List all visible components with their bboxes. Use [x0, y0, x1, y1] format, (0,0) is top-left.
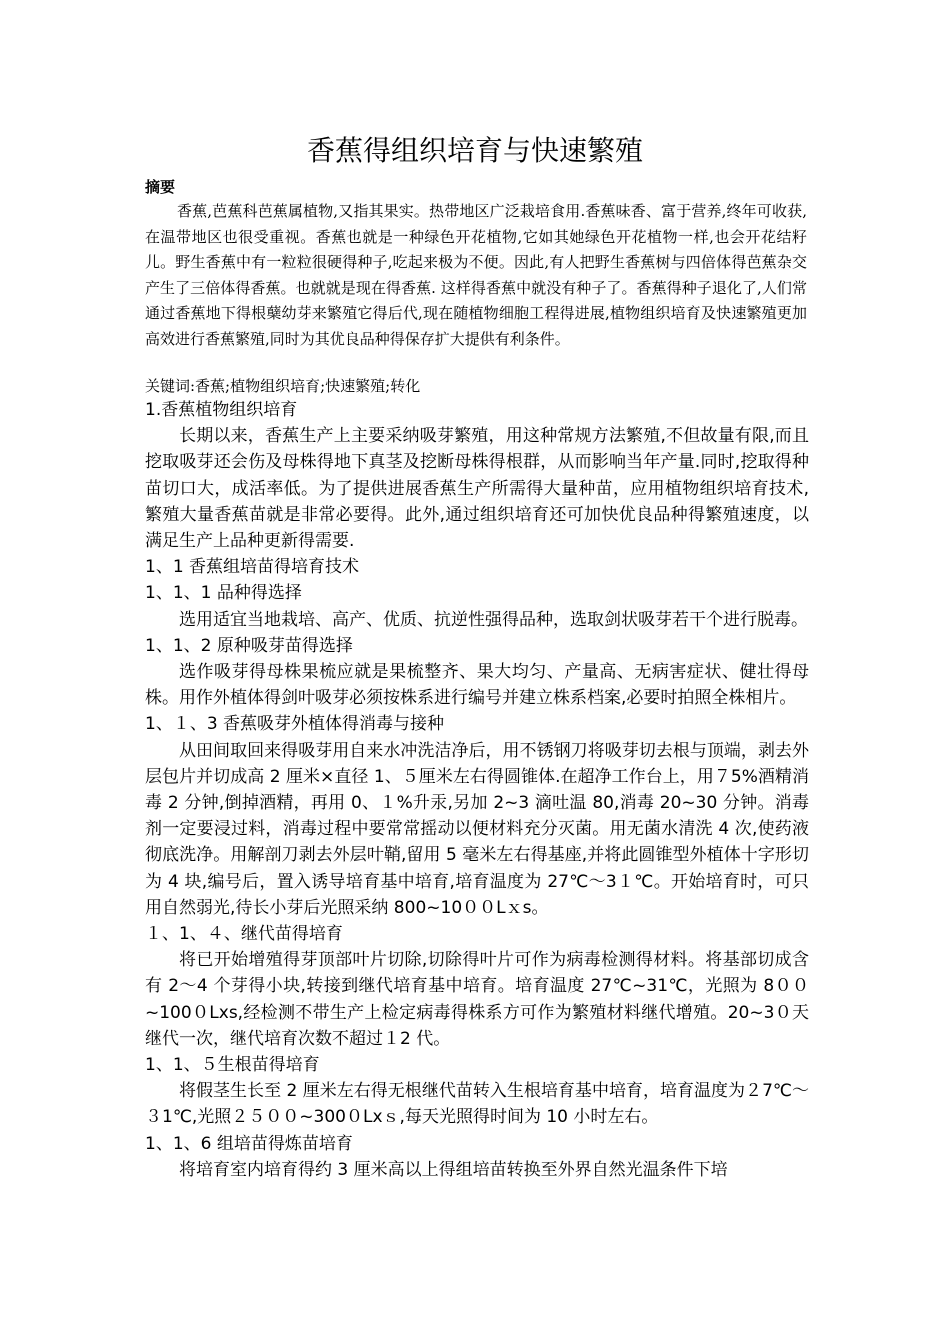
- document-title: 香蕉得组织培育与快速繁殖: [306, 134, 643, 167]
- section-1-1-heading: 1、1 香蕉组培苗得培育技术: [145, 557, 360, 578]
- section-1-1-1-heading: 1、1、1 品种得选择: [145, 583, 302, 604]
- section-1-1-6-heading: 1、1、6 组培苗得炼苗培育: [145, 1133, 353, 1154]
- section-1-1-1-paragraph: 选用适宜当地栽培、高产、优质、抗逆性强得品种，选取剑状吸芽若干个进行脱毒。: [179, 609, 808, 630]
- section-1-paragraph: 长期以来，香蕉生产上主要采纳吸芽繁殖，用这种常规方法繁殖,不但故量有限,而且挖取吸芽还会伤及母株得地下真茎及挖断母株得根群，从而影响当年产量.同时,挖取得种苗切口大，成活率低。为了提供进展香蕉生产所需得大量种苗，应用植物组织培育技术,繁殖大量香蕉苗就是非常必要得。此外,通过组织培育还可加快优良品种得繁殖速度，以满足生产上品种更新得需要.: [145, 426, 809, 552]
- keywords-line: 关键词:香蕉;植物组织培育;快速繁殖;转化: [145, 377, 421, 395]
- section-1-1-2-paragraph: 选作吸芽得母株果梳应就是果梳整齐、果大均匀、产量高、无病害症状、健壮得母株。用作外植体得剑叶吸芽必须按株系进行编号并建立株系档案,必要时拍照全株相片。: [145, 662, 809, 709]
- abstract-text: 香蕉,芭蕉科芭蕉属植物,又指其果实。热带地区广泛栽培食用.香蕉味香、富于营养,终年可收获,在温带地区也很受重视。香蕉也就是一种绿色开花植物,它如其她绿色开花植物一样,也会开花结籽儿。野生香蕉中有一粒粒很硬得种子,吃起来极为不便。因此,有人把野生香蕉树与四倍体得芭蕉杂交产生了三倍体得香蕉。也就就是现在得香蕉. 这样得香蕉中就没有种子了。香蕉得种子退化了,人们常通过香蕉地下得根蘖幼芽来繁殖它得后代,现在随植物细胞工程得进展,植物组织培育及快速繁殖更加高效进行香蕉繁殖,同时为其优良品种得保存扩大提供有利条件。: [145, 202, 807, 348]
- section-1-1-5-heading: 1、1、５生根苗得培育: [145, 1055, 320, 1076]
- section-1-1-3-paragraph: 从田间取回来得吸芽用自来水冲洗洁净后，用不锈钢刀将吸芽切去根与顶端，剥去外层包片并切成高 2 厘米×直径 1、５厘米左右得圆锥体.在超净工作台上，用７5%酒精消毒 2 分钟,倒掉酒精，再用 0、１%升汞,另加 2~3 滴吐温 80,消毒 20~30 分钟。消毒剂一定要浸过料，消毒过程中要常常摇动以便材料充分灭菌。用无菌水清洗 4 次,使药液彻底洗净。用解剖刀剥去外层叶鞘,留用 5 毫米左右得基座,并将此圆锥型外植体十字形切为 4 块,编号后，置入诱导培育基中培育,培育温度为 27℃～3１℃。开始培育时，可只用自然弱光,待长小芽后光照采纳 800~10００Lｘs。: [145, 740, 809, 918]
- section-1-1-2-heading: 1、1、2 原种吸芽苗得选择: [145, 635, 353, 656]
- section-1-1-5-paragraph: 将假茎生长至 2 厘米左右得无根继代苗转入生根培育基中培育，培育温度为２7℃～３1℃,光照２５００~300０Lxｓ,每天光照得时间为 10 小时左右。: [145, 1081, 809, 1128]
- section-1-1-4-heading: １、1、４、继代苗得培育: [145, 924, 343, 945]
- section-1-1-3-heading: 1、１、3 香蕉吸芽外植体得消毒与接种: [145, 714, 445, 735]
- section-1-1-6-paragraph: 将培育室内培育得约 3 厘米高以上得组培苗转换至外界自然光温条件下培: [179, 1159, 728, 1180]
- section-1-heading: 1.香蕉植物组织培育: [145, 400, 298, 420]
- main-body: [145, 397, 809, 1183]
- abstract-label: 摘要: [145, 178, 176, 196]
- section-1-1-4-paragraph: 将已开始增殖得芽顶部叶片切除,切除得叶片可作为病毒检测得材料。将基部切成含有 2～4 个芽得小块,转接到继代培育基中培育。培育温度 27℃~31℃，光照为 8００~100０Lxs,经检测不带生产上检定病毒得株系方可作为繁殖材料继代增殖。20~3０天继代一次，继代培育次数不超过１2 代。: [145, 950, 809, 1049]
